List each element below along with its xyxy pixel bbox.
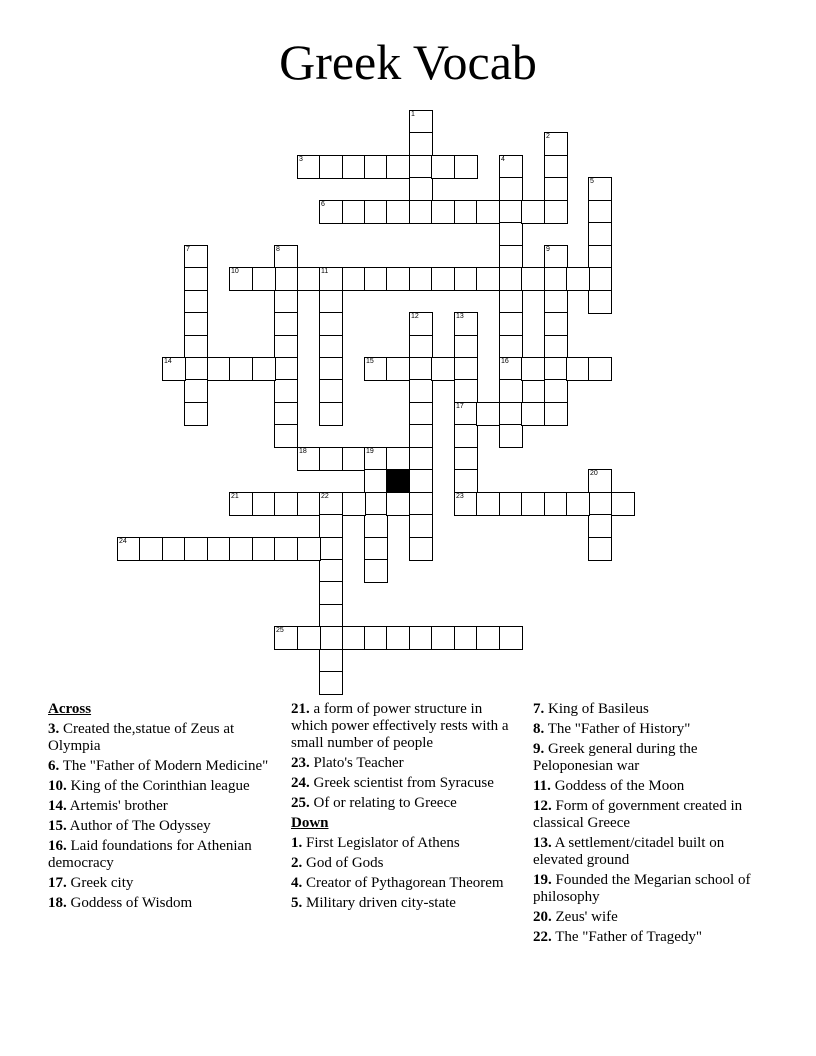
crossword-cell[interactable] — [544, 177, 568, 201]
crossword-cell[interactable] — [319, 604, 343, 628]
crossword-cell[interactable] — [499, 357, 523, 381]
crossword-cell[interactable] — [319, 402, 343, 426]
clue-item — [48, 895, 278, 912]
clue-text: A settlement/citadel built on elevated ground — [533, 835, 725, 868]
clue-text: Author of The Odyssey — [66, 818, 211, 834]
crossword-cell[interactable] — [588, 245, 612, 269]
across-clue-list — [48, 721, 278, 912]
crossword-cell[interactable] — [566, 267, 590, 291]
crossword-cell[interactable] — [319, 559, 343, 583]
clue-item — [291, 895, 521, 912]
cell-number: 23 — [456, 493, 464, 500]
crossword-cell[interactable] — [499, 312, 523, 336]
clue-text: Military driven city-state — [302, 895, 456, 911]
crossword-cell[interactable] — [409, 357, 433, 381]
crossword-cell[interactable] — [521, 200, 545, 224]
crossword-cell[interactable] — [364, 469, 388, 493]
crossword-cell[interactable] — [409, 626, 433, 650]
clue-text: Goddess of Wisdom — [66, 895, 193, 911]
crossword-cell[interactable] — [499, 379, 523, 403]
cell-number: 8 — [276, 246, 280, 253]
crossword-cell[interactable] — [544, 402, 568, 426]
crossword-cell[interactable] — [297, 492, 321, 516]
crossword-cell[interactable] — [319, 537, 343, 561]
cell-number: 24 — [119, 538, 127, 545]
cell-number: 18 — [299, 448, 307, 455]
clue-number: 9. — [533, 741, 545, 757]
crossword-cell[interactable] — [454, 492, 478, 516]
crossword-cell[interactable] — [476, 402, 500, 426]
clue-number: 3. — [48, 721, 60, 737]
clue-item — [533, 778, 763, 795]
clue-text: Greek general during the Peloponesian war — [533, 741, 698, 774]
crossword-cell[interactable] — [229, 357, 253, 381]
cell-number: 6 — [321, 201, 325, 208]
clue-number: 6. — [48, 758, 60, 774]
clue-text: Created the,statue of Zeus at Olympia — [48, 721, 235, 754]
crossword-cell[interactable] — [409, 492, 433, 516]
crossword-cell[interactable] — [454, 155, 478, 179]
clue-text: King of Basileus — [544, 701, 649, 717]
clue-number: 22. — [533, 929, 552, 945]
cell-number: 2 — [546, 133, 550, 140]
crossword-cell[interactable] — [386, 626, 410, 650]
crossword-cell[interactable] — [386, 200, 410, 224]
crossword-cell[interactable] — [588, 177, 612, 201]
crossword-cell[interactable] — [409, 132, 433, 156]
clue-number: 15. — [48, 818, 67, 834]
crossword-cell[interactable] — [409, 402, 433, 426]
clue-text: Artemis' brother — [66, 798, 168, 814]
crossword-cell[interactable] — [499, 402, 523, 426]
clue-column-2 — [291, 701, 521, 915]
crossword-cell[interactable] — [588, 514, 612, 538]
clue-number: 23. — [291, 755, 310, 771]
crossword-cell[interactable] — [409, 379, 433, 403]
across-clue-list-continued — [291, 701, 521, 812]
crossword-cell[interactable] — [431, 155, 455, 179]
crossword-cell[interactable] — [611, 492, 635, 516]
clue-number: 2. — [291, 855, 303, 871]
crossword-cell[interactable] — [544, 312, 568, 336]
crossword-cell[interactable] — [319, 581, 343, 605]
cell-number: 21 — [231, 493, 239, 500]
crossword-cell[interactable] — [386, 357, 410, 381]
crossword-cell[interactable] — [252, 492, 276, 516]
crossword-cell[interactable] — [588, 469, 612, 493]
crossword-cell[interactable] — [319, 492, 343, 516]
crossword-cell[interactable] — [454, 447, 478, 471]
crossword-cell[interactable] — [229, 537, 253, 561]
clue-item — [533, 872, 763, 906]
down-clue-list-continued — [533, 701, 763, 946]
crossword-cell[interactable] — [409, 177, 433, 201]
crossword-cell[interactable] — [499, 200, 523, 224]
crossword-cell[interactable] — [319, 200, 343, 224]
puzzle-title: Greek Vocab — [279, 34, 537, 90]
crossword-cell[interactable] — [454, 379, 478, 403]
clue-item — [291, 855, 521, 872]
clue-item — [533, 721, 763, 738]
cell-number: 15 — [366, 358, 374, 365]
crossword-cell[interactable] — [454, 626, 478, 650]
crossword-cell[interactable] — [454, 469, 478, 493]
clue-number: 19. — [533, 872, 552, 888]
crossword-cell[interactable] — [297, 447, 321, 471]
across-heading: Across — [48, 701, 92, 717]
crossword-cell[interactable] — [386, 267, 410, 291]
crossword-cell[interactable] — [566, 492, 590, 516]
clue-number: 16. — [48, 838, 67, 854]
crossword-cell[interactable] — [521, 402, 545, 426]
crossword-cell[interactable] — [454, 402, 478, 426]
crossword-cell[interactable] — [319, 335, 343, 359]
clue-text: Creator of Pythagorean Theorem — [302, 875, 504, 891]
crossword-cell[interactable] — [297, 537, 321, 561]
crossword-cell[interactable] — [521, 267, 545, 291]
crossword-cell[interactable] — [319, 267, 343, 291]
clue-text: Greek city — [66, 875, 134, 891]
clue-number: 4. — [291, 875, 303, 891]
crossword-cell[interactable] — [588, 200, 612, 224]
crossword-cell[interactable] — [386, 447, 410, 471]
crossword-cell[interactable] — [319, 671, 343, 695]
crossword-cell[interactable] — [454, 200, 478, 224]
crossword-cell[interactable] — [544, 267, 568, 291]
crossword-cell[interactable] — [319, 447, 343, 471]
crossword-cell[interactable] — [274, 626, 298, 650]
clue-text: Form of government created in classical Greece — [533, 798, 743, 831]
clue-text: a form of power structure in which power effectively rests with a small number of people — [291, 701, 509, 751]
crossword-cell[interactable] — [499, 245, 523, 269]
crossword-cell[interactable] — [544, 335, 568, 359]
crossword-cell[interactable] — [544, 290, 568, 314]
clue-item — [533, 741, 763, 775]
crossword-cell[interactable] — [229, 267, 253, 291]
clue-text: Plato's Teacher — [309, 755, 404, 771]
crossword-cell[interactable] — [476, 267, 500, 291]
clue-text: Laid foundations for Athenian democracy — [48, 838, 252, 871]
clue-column-1 — [48, 701, 278, 915]
crossword-cell[interactable] — [409, 335, 433, 359]
crossword-cell[interactable] — [297, 155, 321, 179]
crossword-cell[interactable] — [364, 357, 388, 381]
clue-text: The "Father of History" — [544, 721, 691, 737]
cell-number: 17 — [456, 403, 464, 410]
clue-text: The "Father of Modern Medicine" — [59, 758, 269, 774]
crossword-cell[interactable] — [544, 357, 568, 381]
crossword-cell[interactable] — [499, 492, 523, 516]
crossword-cell[interactable] — [588, 267, 612, 291]
cell-number: 16 — [501, 358, 509, 365]
crossword-cell[interactable] — [274, 492, 298, 516]
crossword-cell[interactable] — [454, 267, 478, 291]
clue-item — [48, 758, 278, 775]
clue-column-3 — [533, 701, 763, 949]
cell-number: 1 — [411, 111, 415, 118]
clue-number: 25. — [291, 795, 310, 811]
crossword-cell[interactable] — [184, 312, 208, 336]
clue-item — [48, 838, 278, 872]
cell-number: 7 — [186, 246, 190, 253]
clue-item — [48, 818, 278, 835]
clue-number: 13. — [533, 835, 552, 851]
crossword-cell[interactable] — [588, 290, 612, 314]
crossword-cell[interactable] — [499, 424, 523, 448]
crossword-cell[interactable] — [386, 155, 410, 179]
down-heading: Down — [291, 815, 329, 831]
crossword-cell[interactable] — [588, 222, 612, 246]
clue-number: 24. — [291, 775, 310, 791]
clue-text: First Legislator of Athens — [302, 835, 460, 851]
cell-number: 5 — [590, 178, 594, 185]
crossword-cell[interactable] — [544, 492, 568, 516]
crossword-cell[interactable] — [566, 357, 590, 381]
crossword-cell[interactable] — [544, 245, 568, 269]
crossword-cell[interactable] — [342, 200, 366, 224]
clue-item — [291, 875, 521, 892]
crossword-cell[interactable] — [184, 379, 208, 403]
crossword-cell[interactable] — [274, 424, 298, 448]
crossword-cell[interactable] — [342, 267, 366, 291]
crossword-cell[interactable] — [454, 335, 478, 359]
clue-text: Founded the Megarian school of philosophy — [533, 872, 751, 905]
crossword-cell[interactable] — [454, 312, 478, 336]
cell-number: 10 — [231, 268, 239, 275]
crossword-cell[interactable] — [252, 537, 276, 561]
crossword-cell[interactable] — [184, 357, 208, 381]
clue-text: The "Father of Tragedy" — [551, 929, 703, 945]
crossword-cell[interactable] — [409, 469, 433, 493]
clue-number: 8. — [533, 721, 545, 737]
crossword-cell[interactable] — [499, 177, 523, 201]
down-clue-list — [291, 835, 521, 912]
crossword-cell[interactable] — [454, 424, 478, 448]
clue-text: Zeus' wife — [551, 909, 618, 925]
crossword-cell[interactable] — [252, 357, 276, 381]
crossword-cell[interactable] — [274, 267, 298, 291]
crossword-cell[interactable] — [319, 290, 343, 314]
crossword-cell[interactable] — [342, 447, 366, 471]
crossword-cell[interactable] — [319, 155, 343, 179]
crossword-cell[interactable] — [544, 132, 568, 156]
crossword-cell[interactable] — [588, 492, 612, 516]
clue-number: 7. — [533, 701, 545, 717]
clue-number: 17. — [48, 875, 67, 891]
crossword-cell[interactable] — [409, 110, 433, 134]
crossword-cell[interactable] — [476, 200, 500, 224]
crossword-cell[interactable] — [117, 537, 141, 561]
crossword-cell[interactable] — [431, 200, 455, 224]
crossword-cell[interactable] — [342, 155, 366, 179]
crossword-cell[interactable] — [588, 537, 612, 561]
crossword-cell[interactable] — [139, 537, 163, 561]
crossword-cell[interactable] — [274, 290, 298, 314]
crossword-cell[interactable] — [364, 514, 388, 538]
clue-item — [48, 721, 278, 755]
crossword-cell[interactable] — [521, 492, 545, 516]
crossword-cell[interactable] — [274, 537, 298, 561]
crossword-cell[interactable] — [409, 537, 433, 561]
cell-number: 22 — [321, 493, 329, 500]
crossword-cell[interactable] — [319, 626, 343, 650]
clue-text: Greek scientist from Syracuse — [309, 775, 494, 791]
crossword-cell[interactable] — [184, 245, 208, 269]
crossword-cell[interactable] — [207, 537, 231, 561]
crossword-cell[interactable] — [274, 335, 298, 359]
cell-number: 9 — [546, 246, 550, 253]
crossword-cell[interactable] — [499, 626, 523, 650]
crossword-cell[interactable] — [364, 447, 388, 471]
clue-item — [533, 909, 763, 926]
clue-item — [291, 755, 521, 772]
crossword-cell[interactable] — [364, 267, 388, 291]
clue-item — [533, 929, 763, 946]
crossword-cell[interactable] — [409, 155, 433, 179]
clue-number: 14. — [48, 798, 67, 814]
clue-text: Goddess of the Moon — [550, 778, 685, 794]
crossword-cell[interactable] — [184, 402, 208, 426]
crossword-cell[interactable] — [184, 335, 208, 359]
black-block-cell — [386, 469, 410, 493]
crossword-cell[interactable] — [364, 537, 388, 561]
cell-number: 25 — [276, 627, 284, 634]
crossword-cell[interactable] — [297, 267, 321, 291]
cell-number: 12 — [411, 313, 419, 320]
crossword-cell[interactable] — [544, 379, 568, 403]
clue-item — [48, 875, 278, 892]
crossword-cell[interactable] — [521, 357, 545, 381]
crossword-cell[interactable] — [184, 267, 208, 291]
crossword-cell[interactable] — [252, 267, 276, 291]
clue-item — [48, 778, 278, 795]
crossword-cell[interactable] — [319, 649, 343, 673]
clue-item — [291, 835, 521, 852]
crossword-cell[interactable] — [297, 626, 321, 650]
crossword-cell[interactable] — [319, 379, 343, 403]
crossword-cell[interactable] — [431, 267, 455, 291]
crossword-cell[interactable] — [499, 335, 523, 359]
clue-number: 5. — [291, 895, 303, 911]
clue-number: 21. — [291, 701, 310, 717]
crossword-cell[interactable] — [409, 267, 433, 291]
crossword-cell[interactable] — [184, 537, 208, 561]
crossword-cell[interactable] — [499, 222, 523, 246]
crossword-cell[interactable] — [274, 357, 298, 381]
clue-item — [533, 835, 763, 869]
crossword-cell[interactable] — [364, 559, 388, 583]
crossword-cell[interactable] — [409, 312, 433, 336]
crossword-cell[interactable] — [409, 514, 433, 538]
clue-item — [291, 775, 521, 792]
crossword-cell[interactable] — [274, 402, 298, 426]
clue-number: 18. — [48, 895, 67, 911]
crossword-cell[interactable] — [409, 424, 433, 448]
crossword-cell[interactable] — [476, 626, 500, 650]
cell-number: 20 — [590, 470, 598, 477]
crossword-cell[interactable] — [229, 492, 253, 516]
clue-item — [533, 798, 763, 832]
crossword-cell[interactable] — [499, 155, 523, 179]
crossword-cell[interactable] — [274, 312, 298, 336]
clue-number: 10. — [48, 778, 67, 794]
crossword-cell[interactable] — [319, 312, 343, 336]
clue-number: 20. — [533, 909, 552, 925]
crossword-cell[interactable] — [499, 267, 523, 291]
crossword-cell[interactable] — [364, 626, 388, 650]
crossword-cell[interactable] — [342, 626, 366, 650]
clue-text: King of the Corinthian league — [66, 778, 250, 794]
clue-number: 11. — [533, 778, 551, 794]
crossword-cell[interactable] — [207, 357, 231, 381]
clue-text: Of or relating to Greece — [309, 795, 457, 811]
crossword-cell[interactable] — [364, 492, 388, 516]
crossword-cell[interactable] — [476, 492, 500, 516]
clue-number: 12. — [533, 798, 552, 814]
crossword-cell[interactable] — [184, 290, 208, 314]
clue-text: God of Gods — [302, 855, 384, 871]
crossword-cell[interactable] — [431, 357, 455, 381]
crossword-cell[interactable] — [588, 357, 612, 381]
cell-number: 3 — [299, 156, 303, 163]
clue-item — [533, 701, 763, 718]
crossword-cell[interactable] — [544, 155, 568, 179]
crossword-cell[interactable] — [162, 357, 186, 381]
cell-number: 13 — [456, 313, 464, 320]
crossword-cell[interactable] — [409, 447, 433, 471]
crossword-cell[interactable] — [319, 357, 343, 381]
crossword-cell[interactable] — [342, 492, 366, 516]
crossword-cell[interactable] — [274, 245, 298, 269]
clue-item — [48, 798, 278, 815]
cell-number: 14 — [164, 358, 172, 365]
cell-number: 4 — [501, 156, 505, 163]
cell-number: 19 — [366, 448, 374, 455]
crossword-cell[interactable] — [386, 492, 410, 516]
crossword-cell[interactable] — [274, 379, 298, 403]
crossword-cell[interactable] — [364, 200, 388, 224]
crossword-cell[interactable] — [319, 514, 343, 538]
crossword-cell[interactable] — [499, 290, 523, 314]
crossword-cell[interactable] — [364, 155, 388, 179]
crossword-cell[interactable] — [162, 537, 186, 561]
crossword-cell[interactable] — [409, 200, 433, 224]
clue-number: 1. — [291, 835, 303, 851]
cell-number: 11 — [321, 268, 329, 275]
crossword-cell[interactable] — [454, 357, 478, 381]
crossword-cell[interactable] — [431, 626, 455, 650]
clue-item — [291, 701, 521, 752]
clue-item — [291, 795, 521, 812]
crossword-cell[interactable] — [544, 200, 568, 224]
